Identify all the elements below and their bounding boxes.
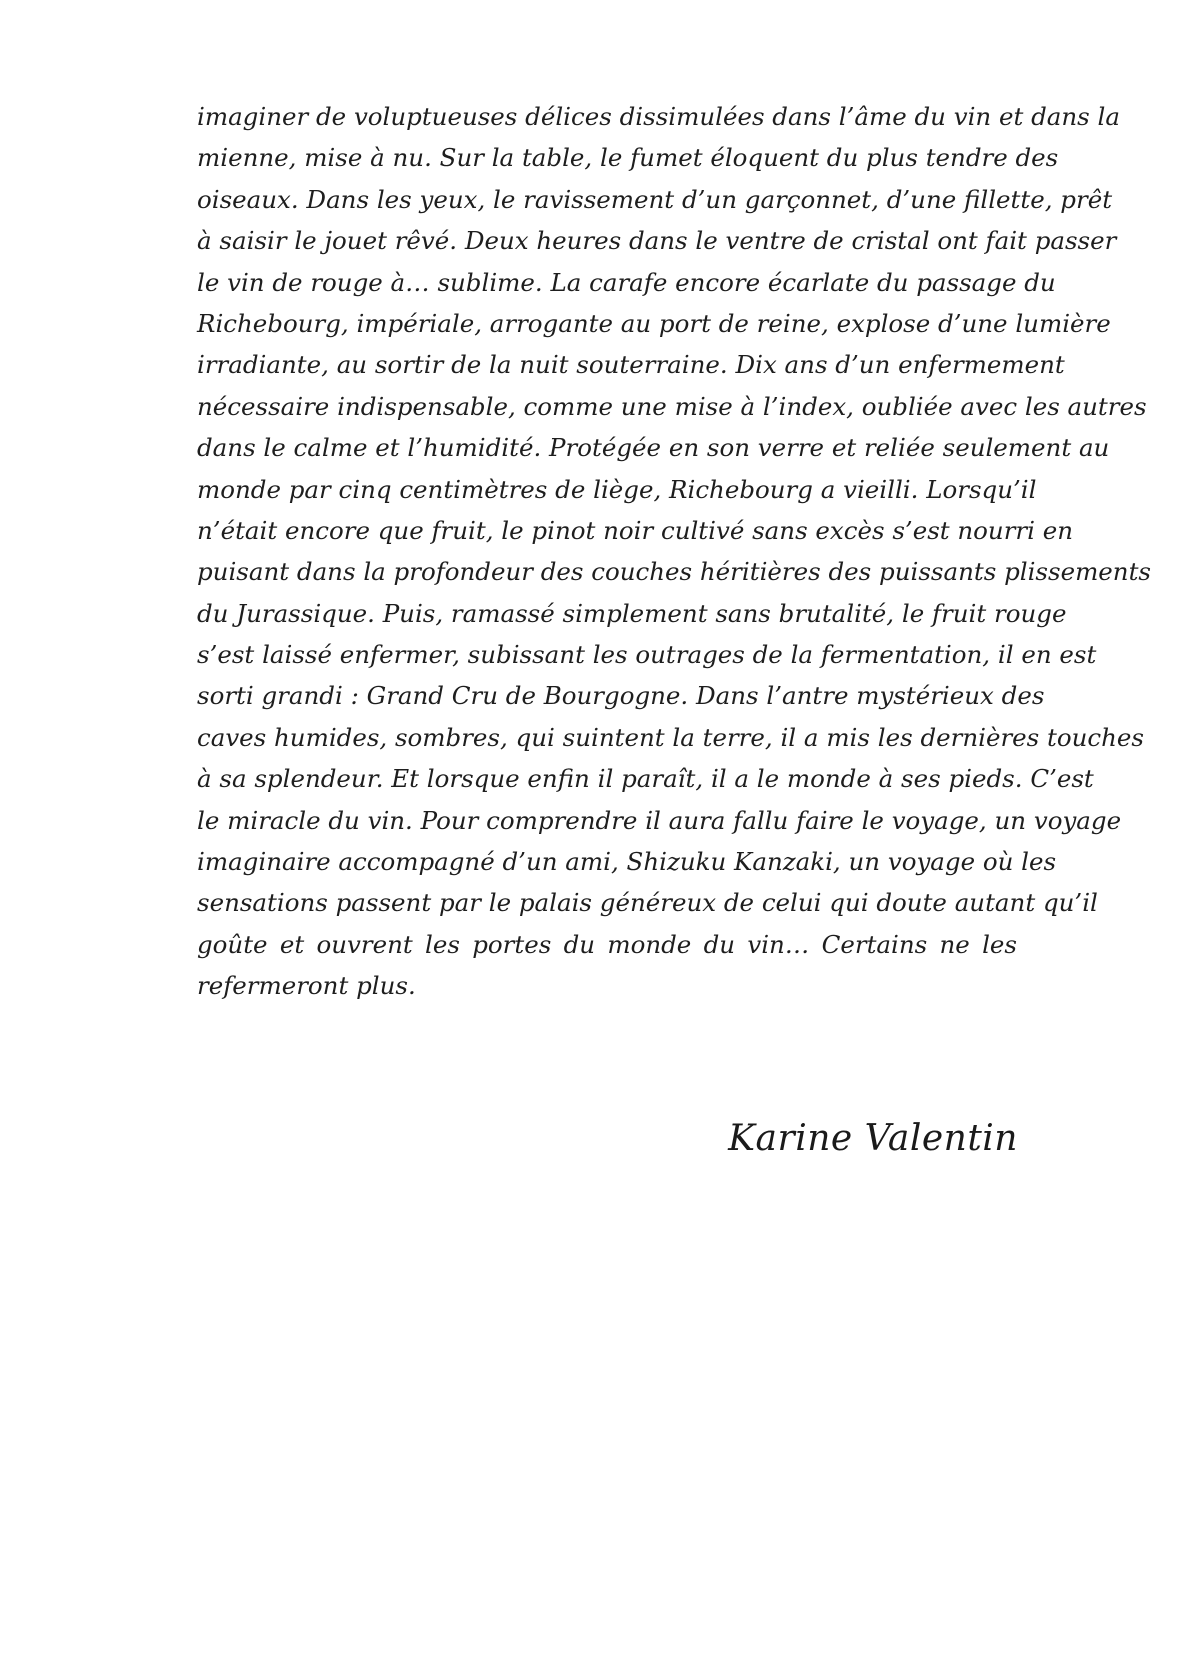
text-line: goûte et ouvrent les portes du monde du vin… Certains ne les xyxy=(197,929,1017,959)
text-line: s’est laissé enfermer, subissant les outrages de la fermentation, il en est xyxy=(197,640,1097,670)
text-line: imaginer de voluptueuses délices dissimulées dans l’âme du vin et dans la xyxy=(197,102,1120,131)
text-line: irradiante, au sortir de la nuit souterraine. Dix ans d’un enfermement xyxy=(197,350,1065,380)
text-line: dans le calme et l’humidité. Protégée en son verre et reliée seulement au xyxy=(197,433,1110,463)
text-line: mienne, mise à nu. Sur la table, le fumet éloquent du plus tendre des xyxy=(197,143,1059,173)
text-line-last: refermeront plus. xyxy=(197,971,416,1001)
text-line: du Jurassique. Puis, ramassé simplement sans brutalité, le fruit rouge xyxy=(197,598,1067,628)
author-signature: Karine Valentin xyxy=(728,1118,1018,1159)
text-line: n’était encore que fruit, le pinot noir cultivé sans excès s’est nourri en xyxy=(197,515,1074,545)
text-line: sensations passent par le palais généreux de celui qui doute autant qu’il xyxy=(197,888,1098,918)
text-line: sorti grandi : Grand Cru de Bourgogne. Dans l’antre mystérieux des xyxy=(197,681,1045,711)
text-line: nécessaire indispensable, comme une mise à l’index, oubliée avec les autres xyxy=(197,391,1147,421)
text-line: à sa splendeur. Et lorsque enfin il paraît, il a le monde à ses pieds. C’est xyxy=(197,764,1094,794)
text-line: oiseaux. Dans les yeux, le ravissement d’un garçonnet, d’une fillette, prêt xyxy=(197,184,1113,214)
body-text xyxy=(197,96,1151,1007)
text-line: le miracle du vin. Pour comprendre il aura fallu faire le voyage, un voyage xyxy=(197,805,1122,835)
text-line: puisant dans la profondeur des couches héritières des puissants plissements xyxy=(197,557,1151,587)
text-line: le vin de rouge à… sublime. La carafe encore écarlate du passage du xyxy=(197,267,1056,297)
text-line: caves humides, sombres, qui suintent la terre, il a mis les dernières touches xyxy=(197,722,1144,752)
text-line: Richebourg, impériale, arrogante au port de reine, explose d’une lumière xyxy=(197,308,1111,338)
text-line: à saisir le jouet rêvé. Deux heures dans le ventre de cristal ont fait passer xyxy=(197,226,1117,256)
text-line: imaginaire accompagné d’un ami, Shizuku Kanzaki, un voyage où les xyxy=(197,847,1057,877)
text-line: monde par cinq centimètres de liège, Richebourg a vieilli. Lorsqu’il xyxy=(197,474,1037,504)
